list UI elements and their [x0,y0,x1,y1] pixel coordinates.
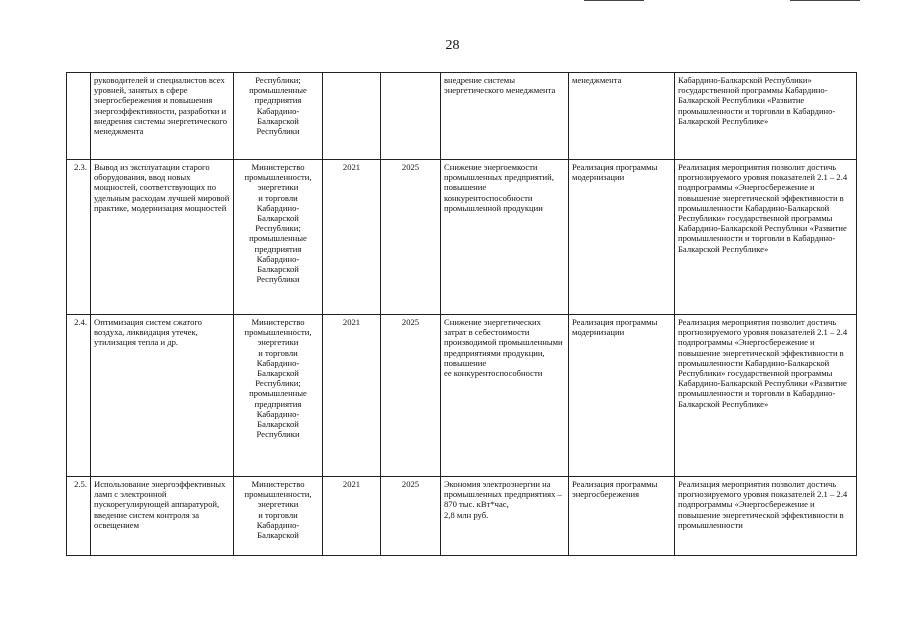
note: Реализация мероприятия позволит достичь прогнозируемого уровня показателей 2.1 – 2.4 подпрограммы «Энергосбережение и повышение энергетической эффективности в промышленности Кабардино-Балкарской Республики» государственной программы Кабардино-Балкарской Республики «Развитие промышленности и торговли в Кабардино-Балкарской Республике» [675,315,857,477]
year-start: 2021 [323,477,381,556]
row-number: 2.5. [67,477,91,556]
row-number: 2.4. [67,315,91,477]
measure-name: Использование энергоэффективных ламп с электронной пускорегулирующей аппаратурой, введение систем контроля за освещением [91,477,234,556]
year-end: 2025 [381,315,441,477]
year-start [323,73,381,160]
expected-result: внедрение системы энергетического менеджмента [441,73,569,160]
table-row [67,73,857,160]
measure-name: руководителей и специалистов всех уровней, занятых в сфере энергосбережения и повышения энергоэффективности, разработки и внедрения системы энергетического менеджмента [91,73,234,160]
expected-result: Экономия электроэнергии на промышленных предприятиях – 870 тыс. кВт*час, 2,8 млн руб. [441,477,569,556]
note: Кабардино-Балкарской Республики» государственной программы Кабардино-Балкарской Республики «Развитие промышленности и торговли в Кабардино-Балкарской Республике» [675,73,857,160]
page-number: 28 [445,38,460,53]
program: Реализация программы энергосбережения [569,477,675,556]
row-number [67,73,91,160]
expected-result: Снижение энергетических затрат в себестоимости производимой промышленными предприятиями продукции, повышение ее конкурентоспособности [441,315,569,477]
executor: Министерство промышленности, энергетики и торговли Кабардино- Балкарской Республики; промышленные предприятия Кабардино- Балкарской Республики [234,315,323,477]
executor: Министерство промышленности, энергетики и торговли Кабардино- Балкарской Республики; промышленные предприятия Кабардино- Балкарской Республики [234,160,323,315]
year-start: 2021 [323,160,381,315]
note: Реализация мероприятия позволит достичь прогнозируемого уровня показателей 2.1 – 2.4 подпрограммы «Энергосбережение и повышение энергетической эффективности в промышленности Кабардино-Балкарской Республики» государственной программы Кабардино-Балкарской Республики «Развитие промышленности и торговли в Кабардино-Балкарской Республике» [675,160,857,315]
executor: Министерство промышленности, энергетики и торговли Кабардино- Балкарской [234,477,323,556]
table-row [67,160,857,315]
top-rule-right [790,0,860,1]
year-end: 2025 [381,477,441,556]
row-number: 2.3. [67,160,91,315]
year-end [381,73,441,160]
top-rule-left [584,0,644,1]
expected-result: Снижение энергоемкости промышленных предприятий, повышение конкурентоспособности промышленной продукции [441,160,569,315]
measure-name: Вывод из эксплуатации старого оборудования, ввод новых мощностей, соответствующих по удельным расходам лучшей мировой практике, модернизация мощностей [91,160,234,315]
table-row [67,477,857,556]
executor: Республики; промышленные предприятия Кабардино- Балкарской Республики [234,73,323,160]
table-row [67,315,857,477]
program: Реализация программы модернизации [569,315,675,477]
year-end: 2025 [381,160,441,315]
program: Реализация программы модернизации [569,160,675,315]
year-start: 2021 [323,315,381,477]
measures-table [66,72,857,556]
note: Реализация мероприятия позволит достичь прогнозируемого уровня показателей 2.1 – 2.4 подпрограммы «Энергосбережение и повышение энергетической эффективности в промышленности [675,477,857,556]
program: менеджмента [569,73,675,160]
measure-name: Оптимизация систем сжатого воздуха, ликвидация утечек, утилизация тепла и др. [91,315,234,477]
